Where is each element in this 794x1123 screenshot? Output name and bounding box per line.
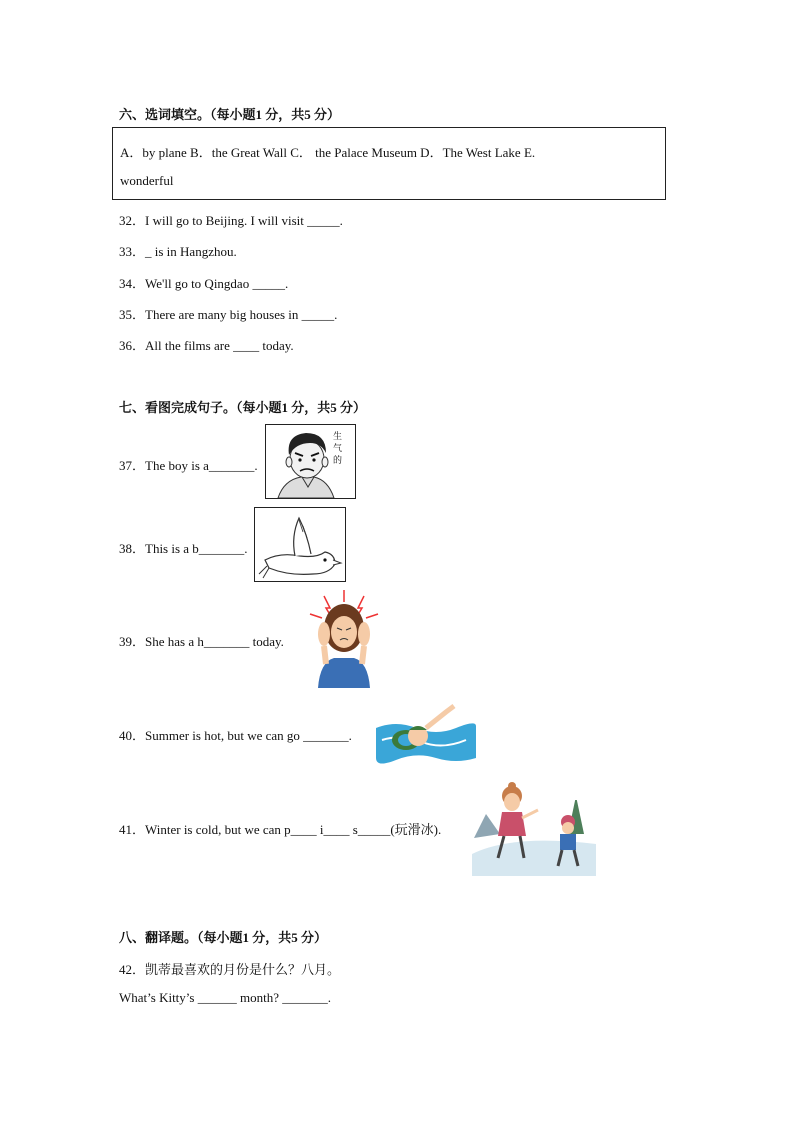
question-32: 32．I will go to Beijing. I will visit _____. <box>119 213 343 228</box>
section6-heading: 六、选词填空。（每小题1 分，共5 分） <box>119 107 341 122</box>
angry-boy-picture <box>265 424 356 499</box>
question-34: 34．We'll go to Qingdao _____. <box>119 276 289 291</box>
question-36: 36．All the films are ____ today. <box>119 338 294 353</box>
question-35: 35．There are many big houses in _____. <box>119 307 338 322</box>
question-37: 37．The boy is a_______. <box>119 458 258 473</box>
ice-skating-picture <box>472 774 596 876</box>
options-line-1: A．by plane B．the Great Wall C． the Palace Museum D．The West Lake E. <box>120 145 536 160</box>
bird-picture <box>254 507 346 582</box>
question-41: 41．Winter is cold, but we can p____ i____ s_____(玩滑冰). <box>119 822 442 837</box>
question-42: 42．凯蒂最喜欢的月份是什么？八月。 <box>119 962 341 977</box>
section7-heading: 七、看图完成句子。（每小题1 分，共5 分） <box>119 400 367 415</box>
section8-heading: 八、翻译题。（每小题1 分，共5 分） <box>119 930 328 945</box>
question-39: 39．She has a h_______ today. <box>119 634 284 649</box>
question-33: 33．_ is in Hangzhou. <box>119 244 237 259</box>
headache-woman-picture <box>304 588 384 688</box>
question-40: 40．Summer is hot, but we can go _______. <box>119 728 352 743</box>
angry-label-char: 生 <box>333 432 343 442</box>
question-42-answer-line: What’s Kitty’s ______ month? _______. <box>119 990 331 1005</box>
angry-label-char: 的 <box>333 456 343 466</box>
options-line-2: wonderful <box>120 173 174 188</box>
question-38: 38．This is a b_______. <box>119 541 248 556</box>
angry-label-char: 气 <box>333 444 343 454</box>
angry-label <box>333 431 343 467</box>
swimming-picture <box>376 698 476 768</box>
word-options-box <box>112 127 666 200</box>
